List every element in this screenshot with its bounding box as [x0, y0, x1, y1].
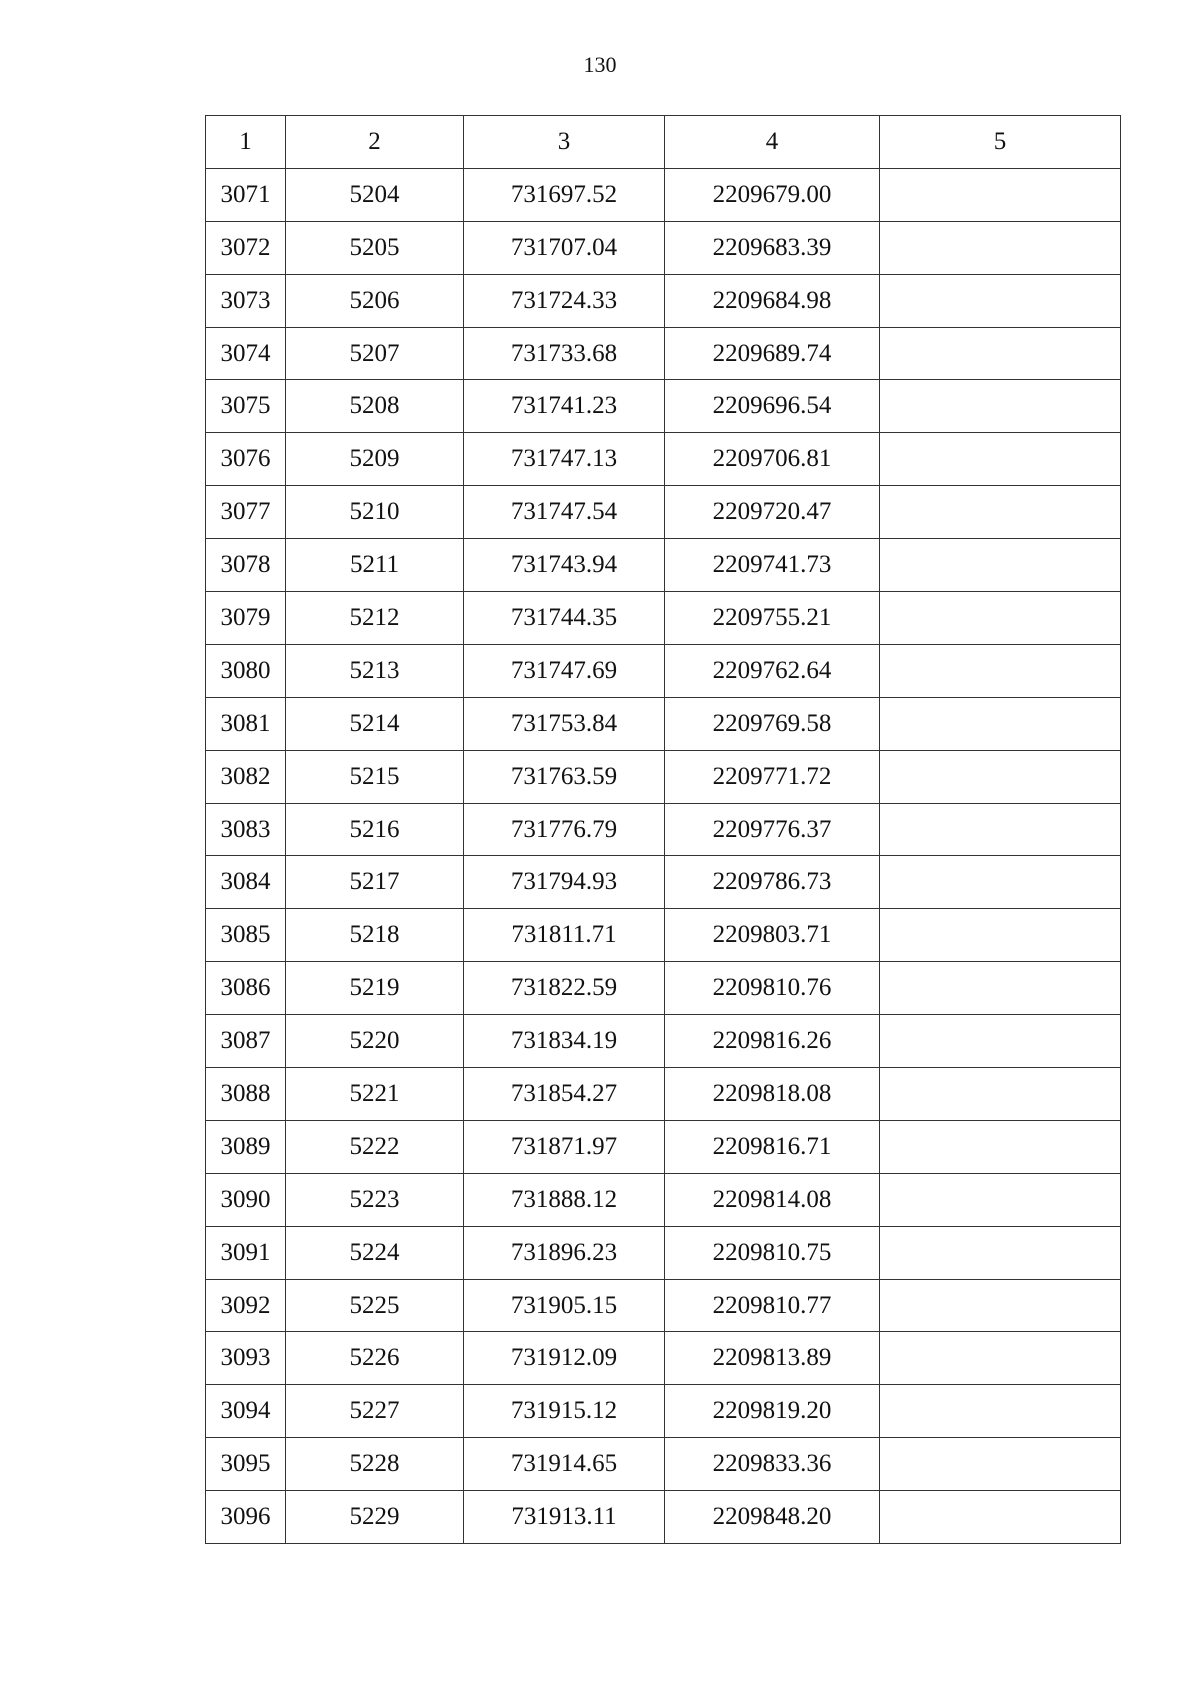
- note-cell: [880, 803, 1121, 856]
- table-row: [206, 221, 1121, 274]
- vertex-number-cell: 5223: [286, 1173, 464, 1226]
- table-row: [206, 1332, 1121, 1385]
- x-coordinate-cell: 731747.54: [464, 486, 665, 539]
- point-number-cell: 3071: [206, 168, 286, 221]
- y-coordinate-cell: 2209803.71: [665, 909, 880, 962]
- table-row: [206, 962, 1121, 1015]
- x-coordinate-cell: 731747.13: [464, 433, 665, 486]
- y-coordinate-cell: 2209720.47: [665, 486, 880, 539]
- note-cell: [880, 750, 1121, 803]
- note-cell: [880, 1491, 1121, 1544]
- point-number-cell: 3083: [206, 803, 286, 856]
- note-cell: [880, 697, 1121, 750]
- vertex-number-cell: 5225: [286, 1279, 464, 1332]
- table-row: [206, 433, 1121, 486]
- point-number-cell: 3087: [206, 1015, 286, 1068]
- note-cell: [880, 1279, 1121, 1332]
- vertex-number-cell: 5213: [286, 644, 464, 697]
- note-cell: [880, 1173, 1121, 1226]
- note-cell: [880, 1068, 1121, 1121]
- point-number-cell: 3078: [206, 539, 286, 592]
- x-coordinate-cell: 731888.12: [464, 1173, 665, 1226]
- y-coordinate-cell: 2209776.37: [665, 803, 880, 856]
- vertex-number-cell: 5219: [286, 962, 464, 1015]
- x-coordinate-cell: 731794.93: [464, 856, 665, 909]
- x-coordinate-cell: 731776.79: [464, 803, 665, 856]
- vertex-number-cell: 5220: [286, 1015, 464, 1068]
- y-coordinate-cell: 2209810.77: [665, 1279, 880, 1332]
- y-coordinate-cell: 2209683.39: [665, 221, 880, 274]
- point-number-cell: 3082: [206, 750, 286, 803]
- y-coordinate-cell: 2209816.26: [665, 1015, 880, 1068]
- point-number-cell: 3079: [206, 592, 286, 645]
- vertex-number-cell: 5217: [286, 856, 464, 909]
- y-coordinate-cell: 2209679.00: [665, 168, 880, 221]
- x-coordinate-cell: 731697.52: [464, 168, 665, 221]
- x-coordinate-cell: 731753.84: [464, 697, 665, 750]
- vertex-number-cell: 5214: [286, 697, 464, 750]
- x-coordinate-cell: 731733.68: [464, 327, 665, 380]
- y-coordinate-cell: 2209833.36: [665, 1438, 880, 1491]
- point-number-cell: 3081: [206, 697, 286, 750]
- point-number-cell: 3073: [206, 274, 286, 327]
- note-cell: [880, 168, 1121, 221]
- point-number-cell: 3094: [206, 1385, 286, 1438]
- point-number-cell: 3074: [206, 327, 286, 380]
- point-number-cell: 3092: [206, 1279, 286, 1332]
- y-coordinate-cell: 2209786.73: [665, 856, 880, 909]
- x-coordinate-cell: 731905.15: [464, 1279, 665, 1332]
- column-header-3: 3: [464, 116, 665, 169]
- note-cell: [880, 644, 1121, 697]
- note-cell: [880, 1226, 1121, 1279]
- table-row: [206, 1120, 1121, 1173]
- point-number-cell: 3093: [206, 1332, 286, 1385]
- table-row: [206, 539, 1121, 592]
- x-coordinate-cell: 731896.23: [464, 1226, 665, 1279]
- x-coordinate-cell: 731747.69: [464, 644, 665, 697]
- y-coordinate-cell: 2209810.76: [665, 962, 880, 1015]
- point-number-cell: 3076: [206, 433, 286, 486]
- point-number-cell: 3095: [206, 1438, 286, 1491]
- table-row: [206, 1015, 1121, 1068]
- y-coordinate-cell: 2209819.20: [665, 1385, 880, 1438]
- x-coordinate-cell: 731743.94: [464, 539, 665, 592]
- table-row: [206, 1173, 1121, 1226]
- table-row: [206, 909, 1121, 962]
- note-cell: [880, 327, 1121, 380]
- table-header-row: [206, 116, 1121, 169]
- vertex-number-cell: 5211: [286, 539, 464, 592]
- table-body: [206, 168, 1121, 1543]
- column-header-1: 1: [206, 116, 286, 169]
- table-row: [206, 1279, 1121, 1332]
- note-cell: [880, 1120, 1121, 1173]
- point-number-cell: 3077: [206, 486, 286, 539]
- table-row: [206, 486, 1121, 539]
- y-coordinate-cell: 2209813.89: [665, 1332, 880, 1385]
- table-row: [206, 592, 1121, 645]
- y-coordinate-cell: 2209816.71: [665, 1120, 880, 1173]
- vertex-number-cell: 5229: [286, 1491, 464, 1544]
- x-coordinate-cell: 731724.33: [464, 274, 665, 327]
- table-row: [206, 803, 1121, 856]
- x-coordinate-cell: 731707.04: [464, 221, 665, 274]
- table-row: [206, 380, 1121, 433]
- vertex-number-cell: 5207: [286, 327, 464, 380]
- note-cell: [880, 433, 1121, 486]
- note-cell: [880, 380, 1121, 433]
- y-coordinate-cell: 2209762.64: [665, 644, 880, 697]
- note-cell: [880, 1438, 1121, 1491]
- y-coordinate-cell: 2209741.73: [665, 539, 880, 592]
- note-cell: [880, 1015, 1121, 1068]
- page-number: 130: [583, 52, 617, 77]
- x-coordinate-cell: 731915.12: [464, 1385, 665, 1438]
- vertex-number-cell: 5210: [286, 486, 464, 539]
- note-cell: [880, 592, 1121, 645]
- table-row: [206, 750, 1121, 803]
- note-cell: [880, 1385, 1121, 1438]
- vertex-number-cell: 5205: [286, 221, 464, 274]
- note-cell: [880, 486, 1121, 539]
- x-coordinate-cell: 731741.23: [464, 380, 665, 433]
- y-coordinate-cell: 2209696.54: [665, 380, 880, 433]
- x-coordinate-cell: 731811.71: [464, 909, 665, 962]
- note-cell: [880, 274, 1121, 327]
- vertex-number-cell: 5206: [286, 274, 464, 327]
- point-number-cell: 3075: [206, 380, 286, 433]
- y-coordinate-cell: 2209684.98: [665, 274, 880, 327]
- point-number-cell: 3072: [206, 221, 286, 274]
- y-coordinate-cell: 2209818.08: [665, 1068, 880, 1121]
- x-coordinate-cell: 731914.65: [464, 1438, 665, 1491]
- vertex-number-cell: 5204: [286, 168, 464, 221]
- table-row: [206, 697, 1121, 750]
- table-row: [206, 274, 1121, 327]
- table-row: [206, 1438, 1121, 1491]
- vertex-number-cell: 5215: [286, 750, 464, 803]
- x-coordinate-cell: 731871.97: [464, 1120, 665, 1173]
- table-row: [206, 1068, 1121, 1121]
- vertex-number-cell: 5218: [286, 909, 464, 962]
- x-coordinate-cell: 731912.09: [464, 1332, 665, 1385]
- point-number-cell: 3080: [206, 644, 286, 697]
- point-number-cell: 3090: [206, 1173, 286, 1226]
- y-coordinate-cell: 2209810.75: [665, 1226, 880, 1279]
- note-cell: [880, 1332, 1121, 1385]
- table-row: [206, 644, 1121, 697]
- vertex-number-cell: 5227: [286, 1385, 464, 1438]
- vertex-number-cell: 5228: [286, 1438, 464, 1491]
- x-coordinate-cell: 731763.59: [464, 750, 665, 803]
- point-number-cell: 3088: [206, 1068, 286, 1121]
- coordinates-table: [205, 115, 1121, 1544]
- note-cell: [880, 539, 1121, 592]
- x-coordinate-cell: 731854.27: [464, 1068, 665, 1121]
- x-coordinate-cell: 731913.11: [464, 1491, 665, 1544]
- vertex-number-cell: 5224: [286, 1226, 464, 1279]
- note-cell: [880, 909, 1121, 962]
- point-number-cell: 3089: [206, 1120, 286, 1173]
- point-number-cell: 3091: [206, 1226, 286, 1279]
- x-coordinate-cell: 731834.19: [464, 1015, 665, 1068]
- y-coordinate-cell: 2209848.20: [665, 1491, 880, 1544]
- y-coordinate-cell: 2209706.81: [665, 433, 880, 486]
- column-header-5: 5: [880, 116, 1121, 169]
- point-number-cell: 3086: [206, 962, 286, 1015]
- note-cell: [880, 221, 1121, 274]
- point-number-cell: 3084: [206, 856, 286, 909]
- note-cell: [880, 962, 1121, 1015]
- vertex-number-cell: 5212: [286, 592, 464, 645]
- table-row: [206, 168, 1121, 221]
- table-row: [206, 1226, 1121, 1279]
- vertex-number-cell: 5208: [286, 380, 464, 433]
- vertex-number-cell: 5216: [286, 803, 464, 856]
- point-number-cell: 3096: [206, 1491, 286, 1544]
- vertex-number-cell: 5226: [286, 1332, 464, 1385]
- table-row: [206, 1385, 1121, 1438]
- table-row: [206, 856, 1121, 909]
- point-number-cell: 3085: [206, 909, 286, 962]
- vertex-number-cell: 5209: [286, 433, 464, 486]
- y-coordinate-cell: 2209755.21: [665, 592, 880, 645]
- x-coordinate-cell: 731822.59: [464, 962, 665, 1015]
- y-coordinate-cell: 2209771.72: [665, 750, 880, 803]
- y-coordinate-cell: 2209689.74: [665, 327, 880, 380]
- column-header-4: 4: [665, 116, 880, 169]
- table-row: [206, 327, 1121, 380]
- y-coordinate-cell: 2209769.58: [665, 697, 880, 750]
- y-coordinate-cell: 2209814.08: [665, 1173, 880, 1226]
- vertex-number-cell: 5222: [286, 1120, 464, 1173]
- note-cell: [880, 856, 1121, 909]
- x-coordinate-cell: 731744.35: [464, 592, 665, 645]
- column-header-2: 2: [286, 116, 464, 169]
- table-row: [206, 1491, 1121, 1544]
- vertex-number-cell: 5221: [286, 1068, 464, 1121]
